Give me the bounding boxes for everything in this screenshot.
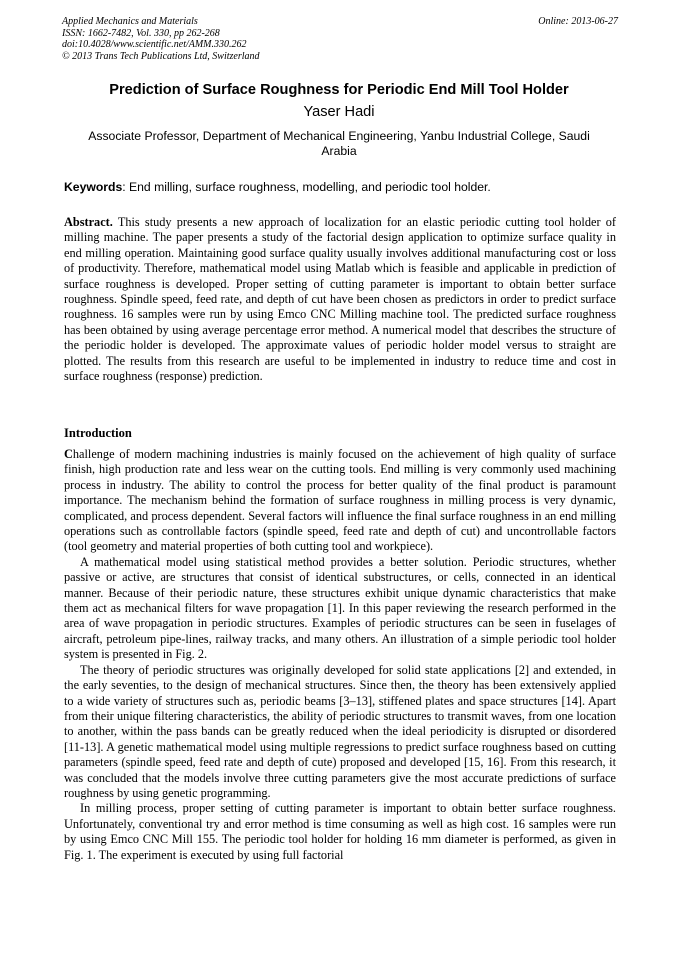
abstract-label: Abstract. xyxy=(64,215,113,229)
online-date: Online: 2013-06-27 xyxy=(538,16,618,27)
intro-paragraph: In milling process, proper setting of cutting parameter is important to obtain better surface roughness. Unfortunately, conventional try and error method is time consuming as well as high cost. 16 samples were run by using Emco CNC Mill 155. The periodic tool holder for holding 16 mm diameter is performed, as given in Fig. 1. The experiment is executed by using full factorial xyxy=(64,801,616,862)
doi-line: doi:10.4028/www.scientific.net/AMM.330.262 xyxy=(62,39,247,50)
keywords-text: : End milling, surface roughness, modelling, and periodic tool holder. xyxy=(122,180,491,194)
intro-paragraph-text: hallenge of modern machining industries is mainly focused on the achievement of high quality of surface finish, high production rate and less wear on the cutting tools. End milling is very commonly used machining process in industry. The ability to control the process for better quality of the final product is paramount importance. The mechanism behind the formation of surface roughness in milling process is very dynamic, complicated, and process dependent. Several factors will influence the final surface roughness in an end milling operations such as controllable factors (spindle speed, feed rate and depth of cut) and uncontrollable factors (tool geometry and material properties of both cutting tool and workpiece). xyxy=(64,447,616,554)
copyright-line: © 2013 Trans Tech Publications Ltd, Switzerland xyxy=(62,50,260,62)
introduction-body xyxy=(64,447,616,863)
drop-letter: C xyxy=(64,447,73,461)
keywords xyxy=(64,180,616,194)
intro-paragraph xyxy=(64,447,616,555)
intro-paragraph: A mathematical model using statistical method provides a better solution. Periodic structures, whether passive or active, are structures that consist of identical substructures, or cells, connected in an identical manner. Because of their periodic nature, these structures exhibit unique dynamic characteristics that make them act as mechanical filters for wave propagation [1]. In this paper reviewing the research performed in the area of wave propagation in periodic structures. Examples of periodic structures can be seen in fuselages of aircraft, petroleum pipe-lines, railway tracks, and many others. An illustration of a simple periodic tool holder system is presented in Fig. 2. xyxy=(64,554,616,662)
abstract-text: This study presents a new approach of localization for an elastic periodic cutting tool holder of milling machine. The paper presents a study of the factorial design application to optimize surface quality in end milling operation. Maintaining good surface quality usually involves additional manufacturing cost or loss of productivity. Therefore, mathematical model using Matlab which is feasible and applicable in prediction of surface roughness is developed. Proper setting of cutting parameter is important to obtain better surface roughness. Spindle speed, feed rate, and depth of cut have been chosen as predictors in order to predict surface roughness. 16 samples were run by using Emco CNC Milling machine tool. The predicted surface roughness has been obtained by using average percentage error method. A numerical model that describes the structure of the periodic holder is developed. The approximate values of periodic holder model versus to straight are plotted. The results from this research are useful to be implemented in industry to reduce time and cost in surface roughness (response) prediction. xyxy=(64,215,616,384)
journal-header xyxy=(62,16,618,62)
author-affiliation: Associate Professor, Department of Mechanical Engineering, Yanbu Industrial College, Saudi Arabia xyxy=(88,129,590,158)
keywords-label: Keywords xyxy=(64,180,123,194)
author-name: Yaser Hadi xyxy=(303,104,375,120)
section-heading-introduction: Introduction xyxy=(64,426,132,440)
paper-title: Prediction of Surface Roughness for Periodic End Mill Tool Holder xyxy=(109,82,569,98)
abstract xyxy=(64,215,616,384)
issn-line: ISSN: 1662-7482, Vol. 330, pp 262-268 xyxy=(62,27,220,39)
intro-paragraph: The theory of periodic structures was originally developed for solid state applications [2] and extended, in the early seventies, to the design of mechanical structures. Since then, the theory has been extensively applied to a wide variety of structures such as, periodic beams [3–13], stiffened plates and space structures [14]. Apart from their unique filtering characteristics, the ability of periodic structures to transmit waves, from one location to another, within the pass bands can be greatly reduced when the ideal periodicity is disrupted or disordered [11-13]. A genetic mathematical model using multiple regressions to predict surface roughness based on cutting parameters (spindle speed, feed rate and depth of cute) proposed and developed [15, 16]. From this research, it was concluded that the models involve three cutting parameters give the most accurate predictions of surface roughness by using genetic programming. xyxy=(64,662,616,800)
journal-name: Applied Mechanics and Materials xyxy=(62,16,198,27)
